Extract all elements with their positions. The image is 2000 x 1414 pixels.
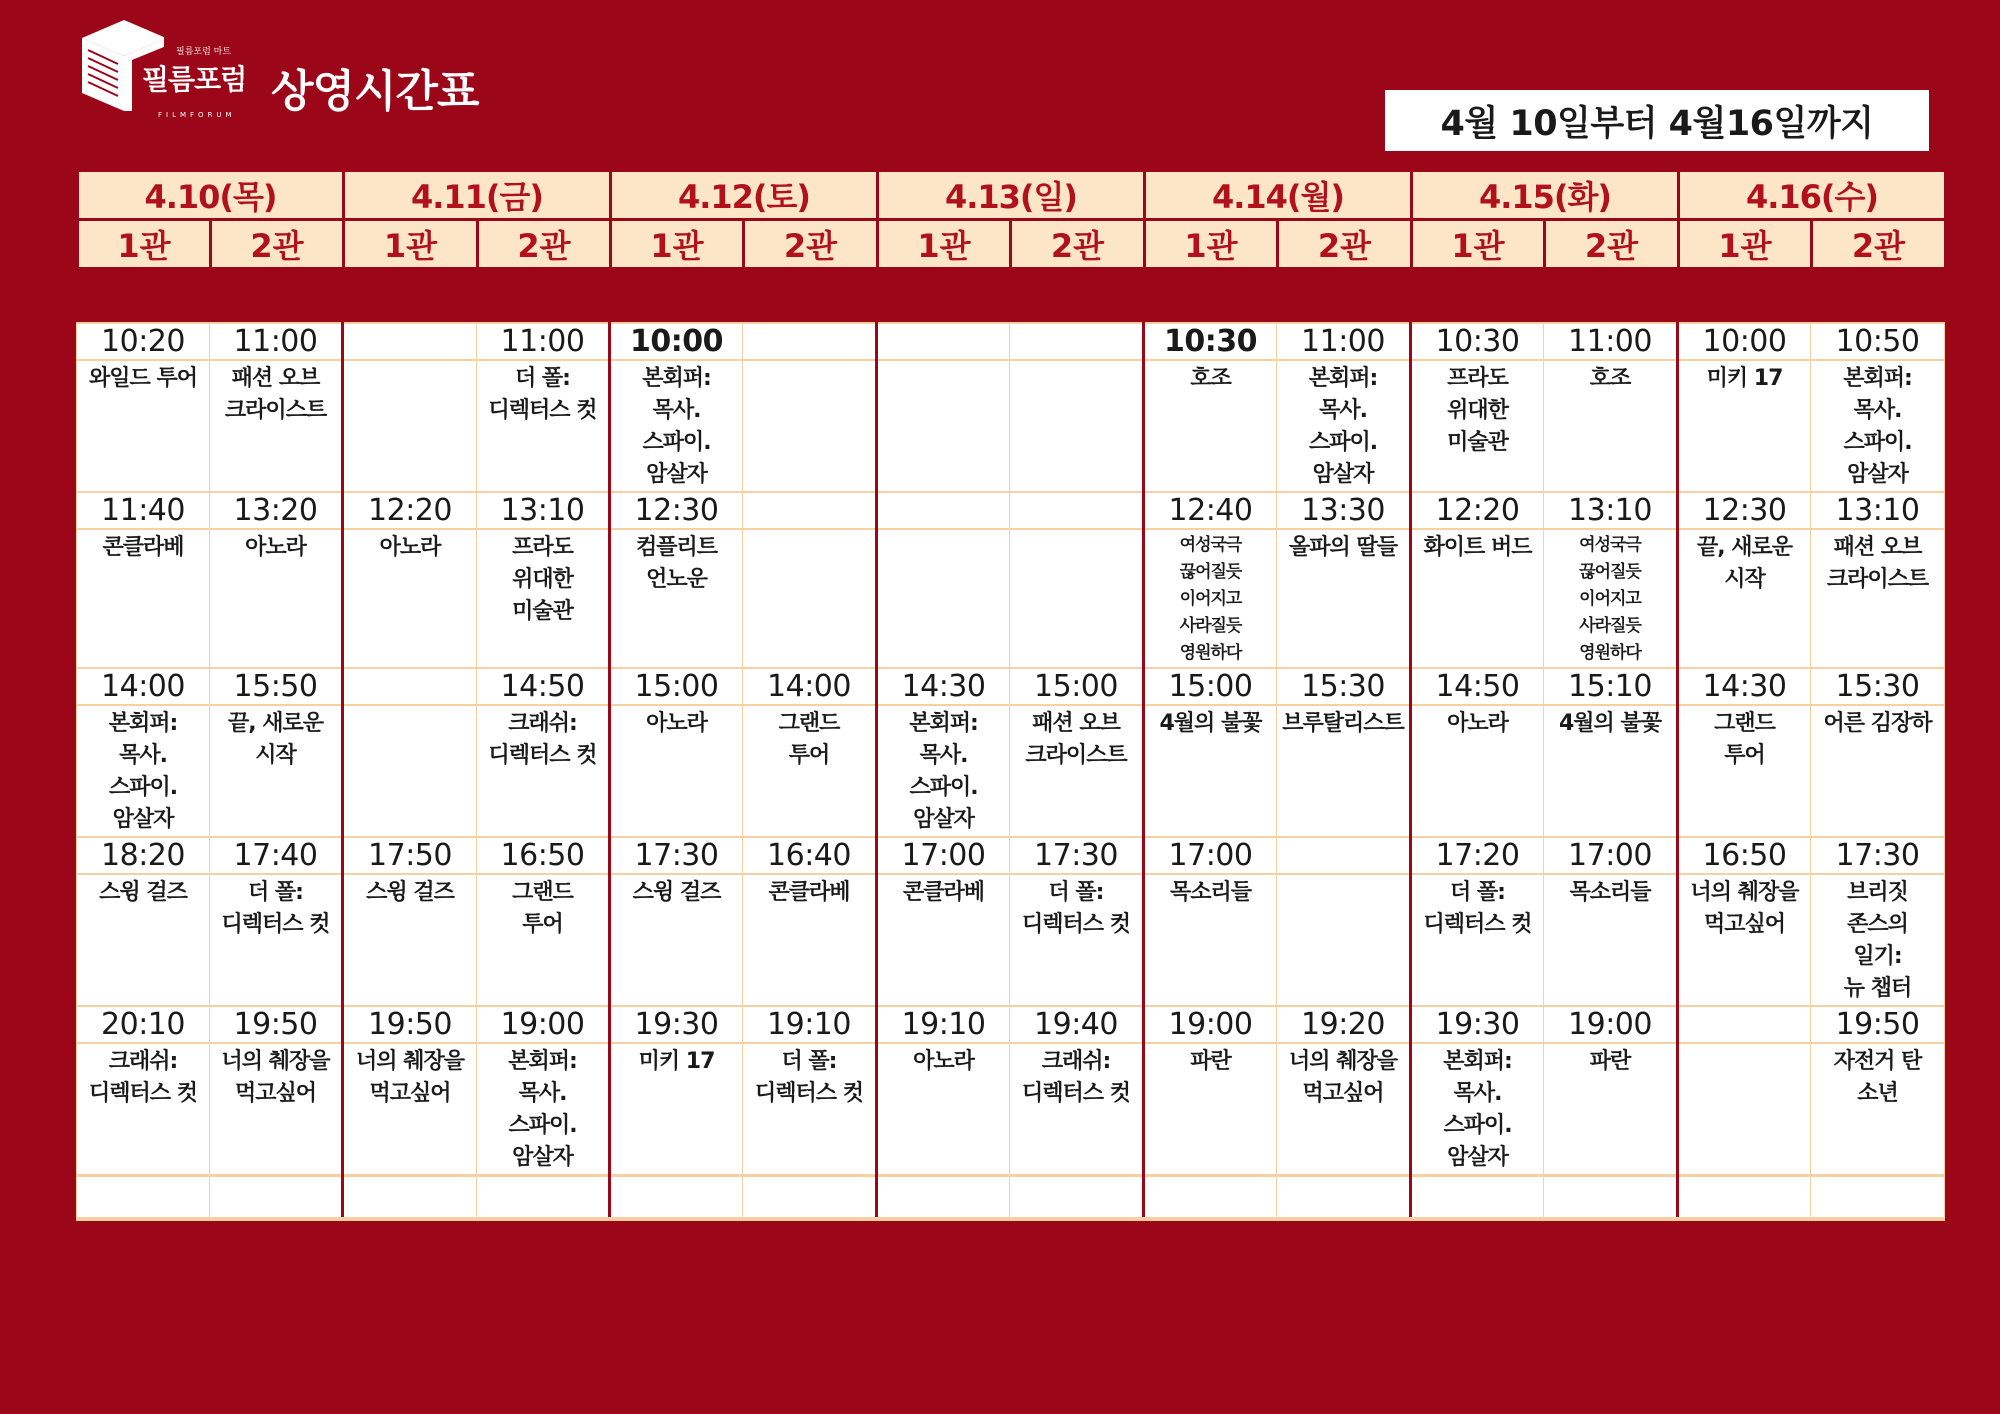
showtime-cell: 19:10 bbox=[877, 1006, 1010, 1043]
empty-cell bbox=[1010, 1176, 1144, 1220]
day-header-row bbox=[78, 171, 1946, 220]
showtime-cell: 17:30 bbox=[610, 837, 743, 874]
film-title-cell: 4월의 불꽃 bbox=[1544, 705, 1678, 837]
film-title-cell: 미키 17 bbox=[1678, 360, 1811, 492]
showtime-cell: 18:20 bbox=[77, 837, 210, 874]
film-title-cell: 본회퍼: 목사. 스파이. 암살자 bbox=[1411, 1043, 1544, 1176]
showtime-cell: 15:10 bbox=[1544, 668, 1678, 705]
film-title-cell: 끝, 새로운 시작 bbox=[1678, 529, 1811, 668]
hall-header: 2관 bbox=[1812, 220, 1946, 269]
showtime-cell bbox=[1678, 1006, 1811, 1043]
film-title-cell: 브리짓 존스의 일기: 뉴 챕터 bbox=[1811, 874, 1945, 1006]
film-title-cell: 아노라 bbox=[610, 705, 743, 837]
film-title-cell: 본회퍼: 목사. 스파이. 암살자 bbox=[1811, 360, 1945, 492]
showtime-cell: 13:20 bbox=[210, 492, 343, 529]
showtime-cell: 17:30 bbox=[1811, 837, 1945, 874]
showtime-cell: 17:00 bbox=[1544, 837, 1678, 874]
hall-header: 1관 bbox=[1412, 220, 1545, 269]
empty-cell bbox=[743, 1176, 877, 1220]
film-title-cell: 본회퍼: 목사. 스파이. 암살자 bbox=[77, 705, 210, 837]
film-title-cell: 본회퍼: 목사. 스파이. 암살자 bbox=[477, 1043, 610, 1176]
showtime-cell: 14:50 bbox=[1411, 668, 1544, 705]
film-title-cell: 와일드 투어 bbox=[77, 360, 210, 492]
film-title-cell: 미키 17 bbox=[610, 1043, 743, 1176]
showtime-cell: 19:00 bbox=[477, 1006, 610, 1043]
film-title-cell: 4월의 불꽃 bbox=[1144, 705, 1277, 837]
film-title-cell: 목소리들 bbox=[1144, 874, 1277, 1006]
showtime-cell: 11:00 bbox=[1277, 323, 1411, 360]
hall-header: 2관 bbox=[1011, 220, 1145, 269]
hall-header: 2관 bbox=[478, 220, 611, 269]
film-title-cell: 스윙 걸즈 bbox=[77, 874, 210, 1006]
film-title-cell: 더 폴: 디렉터스 컷 bbox=[477, 360, 610, 492]
film-title-cell bbox=[343, 705, 477, 837]
showtime-cell: 14:30 bbox=[1678, 668, 1811, 705]
showtime-cell: 15:00 bbox=[1010, 668, 1144, 705]
film-title-row bbox=[77, 874, 1945, 1006]
showtime-cell: 15:30 bbox=[1277, 668, 1411, 705]
film-title-cell bbox=[1678, 1043, 1811, 1176]
film-title-cell: 파란 bbox=[1144, 1043, 1277, 1176]
empty-row bbox=[77, 1176, 1945, 1220]
film-title-cell: 아노라 bbox=[210, 529, 343, 668]
day-header: 4.14(월) bbox=[1145, 171, 1412, 220]
showtime-cell: 19:40 bbox=[1010, 1006, 1144, 1043]
logo-text: 필름포럼 bbox=[142, 63, 247, 96]
showtime-row bbox=[77, 837, 1945, 874]
showtime-cell: 10:30 bbox=[1144, 323, 1277, 360]
showtime-cell: 20:10 bbox=[77, 1006, 210, 1043]
showtime-cell bbox=[743, 323, 877, 360]
film-title-cell: 더 폴: 디렉터스 컷 bbox=[743, 1043, 877, 1176]
film-title-cell: 그랜드 투어 bbox=[1678, 705, 1811, 837]
empty-cell bbox=[1277, 1176, 1411, 1220]
showtime-cell: 16:50 bbox=[477, 837, 610, 874]
showtime-cell bbox=[877, 323, 1010, 360]
showtime-cell: 10:00 bbox=[610, 323, 743, 360]
showtime-cell bbox=[1277, 837, 1411, 874]
film-title-cell: 패션 오브 크라이스트 bbox=[1010, 705, 1144, 837]
film-title-cell bbox=[877, 360, 1010, 492]
film-title-cell: 스윙 걸즈 bbox=[610, 874, 743, 1006]
showtime-cell: 19:50 bbox=[210, 1006, 343, 1043]
showtime-cell: 11:00 bbox=[477, 323, 610, 360]
film-title-cell: 패션 오브 크라이스트 bbox=[210, 360, 343, 492]
day-header: 4.10(목) bbox=[78, 171, 344, 220]
film-title-cell: 어른 김장하 bbox=[1811, 705, 1945, 837]
showtime-cell bbox=[1010, 323, 1144, 360]
page-title: 상영시간표 bbox=[271, 66, 479, 117]
film-title-cell: 여성국극 끊어질듯 이어지고 사라질듯 영원하다 bbox=[1544, 529, 1678, 668]
showtime-cell: 19:30 bbox=[610, 1006, 743, 1043]
showtime-cell: 16:40 bbox=[743, 837, 877, 874]
showtime-cell: 15:50 bbox=[210, 668, 343, 705]
showtime-cell: 12:20 bbox=[343, 492, 477, 529]
day-header: 4.11(금) bbox=[344, 171, 611, 220]
film-title-cell: 콘클라베 bbox=[877, 874, 1010, 1006]
showtime-cell bbox=[343, 668, 477, 705]
film-title-row bbox=[77, 705, 1945, 837]
film-title-cell: 여성국극 끊어질듯 이어지고 사라질듯 영원하다 bbox=[1144, 529, 1277, 668]
schedule-grid bbox=[76, 322, 1945, 1221]
empty-cell bbox=[343, 1176, 477, 1220]
showtime-cell: 10:30 bbox=[1411, 323, 1544, 360]
hall-header: 1관 bbox=[878, 220, 1011, 269]
film-title-cell: 크래쉬: 디렉터스 컷 bbox=[477, 705, 610, 837]
hall-header: 2관 bbox=[744, 220, 878, 269]
day-header: 4.13(일) bbox=[878, 171, 1145, 220]
film-title-cell: 올파의 딸들 bbox=[1277, 529, 1411, 668]
date-range-badge bbox=[1385, 90, 1929, 151]
film-title-cell: 크래쉬: 디렉터스 컷 bbox=[1010, 1043, 1144, 1176]
showtime-cell: 19:20 bbox=[1277, 1006, 1411, 1043]
showtime-cell: 11:00 bbox=[210, 323, 343, 360]
showtime-cell: 10:20 bbox=[77, 323, 210, 360]
showtime-cell: 12:30 bbox=[1678, 492, 1811, 529]
film-title-cell bbox=[1277, 874, 1411, 1006]
empty-cell bbox=[610, 1176, 743, 1220]
showtime-cell: 16:50 bbox=[1678, 837, 1811, 874]
empty-cell bbox=[1544, 1176, 1678, 1220]
showtime-cell: 19:50 bbox=[1811, 1006, 1945, 1043]
empty-cell bbox=[1144, 1176, 1277, 1220]
showtime-cell: 12:40 bbox=[1144, 492, 1277, 529]
hall-header: 1관 bbox=[1145, 220, 1278, 269]
film-title-cell: 더 폴: 디렉터스 컷 bbox=[1411, 874, 1544, 1006]
showtime-cell: 15:30 bbox=[1811, 668, 1945, 705]
film-title-cell: 너의 췌장을 먹고싶어 bbox=[343, 1043, 477, 1176]
film-title-cell: 화이트 버드 bbox=[1411, 529, 1544, 668]
film-title-cell: 패션 오브 크라이스트 bbox=[1811, 529, 1945, 668]
film-title-cell bbox=[743, 360, 877, 492]
showtime-cell: 15:00 bbox=[610, 668, 743, 705]
logo-subtitle-top: 필름포럼 마트 bbox=[176, 47, 232, 57]
empty-cell bbox=[1678, 1176, 1811, 1220]
film-title-cell: 더 폴: 디렉터스 컷 bbox=[210, 874, 343, 1006]
showtime-cell: 17:00 bbox=[877, 837, 1010, 874]
film-title-cell: 본회퍼: 목사. 스파이. 암살자 bbox=[877, 705, 1010, 837]
hall-header-row bbox=[78, 220, 1946, 269]
empty-cell bbox=[1411, 1176, 1544, 1220]
showtime-cell: 11:40 bbox=[77, 492, 210, 529]
hall-header: 2관 bbox=[1278, 220, 1412, 269]
film-title-cell: 크래쉬: 디렉터스 컷 bbox=[77, 1043, 210, 1176]
film-title-cell: 프라도 위대한 미술관 bbox=[1411, 360, 1544, 492]
day-header: 4.12(토) bbox=[611, 171, 878, 220]
film-title-cell: 스윙 걸즈 bbox=[343, 874, 477, 1006]
film-title-cell: 끝, 새로운 시작 bbox=[210, 705, 343, 837]
empty-cell bbox=[477, 1176, 610, 1220]
showtime-cell: 10:50 bbox=[1811, 323, 1945, 360]
empty-cell bbox=[877, 1176, 1010, 1220]
date-range-text: 4월 10일부터 4월16일까지 bbox=[1440, 103, 1874, 144]
film-title-cell: 콘클라베 bbox=[743, 874, 877, 1006]
hall-header: 1관 bbox=[344, 220, 478, 269]
film-title-row bbox=[77, 529, 1945, 668]
showtime-cell: 10:00 bbox=[1678, 323, 1811, 360]
film-title-cell: 너의 췌장을 먹고싶어 bbox=[1277, 1043, 1411, 1176]
showtime-cell: 17:20 bbox=[1411, 837, 1544, 874]
film-title-row bbox=[77, 360, 1945, 492]
film-title-cell bbox=[343, 360, 477, 492]
showtime-cell: 19:00 bbox=[1144, 1006, 1277, 1043]
schedule-header bbox=[76, 169, 1947, 270]
showtime-cell: 12:30 bbox=[610, 492, 743, 529]
showtime-cell: 14:30 bbox=[877, 668, 1010, 705]
hall-header: 1관 bbox=[1679, 220, 1812, 269]
showtime-cell: 11:00 bbox=[1544, 323, 1678, 360]
film-title-cell: 아노라 bbox=[1411, 705, 1544, 837]
film-title-cell: 파란 bbox=[1544, 1043, 1678, 1176]
showtime-cell: 14:00 bbox=[743, 668, 877, 705]
film-title-cell: 본회퍼: 목사. 스파이. 암살자 bbox=[1277, 360, 1411, 492]
showtime-cell: 15:00 bbox=[1144, 668, 1277, 705]
empty-cell bbox=[1811, 1176, 1945, 1220]
brand-logo bbox=[74, 16, 249, 128]
showtime-cell: 19:00 bbox=[1544, 1006, 1678, 1043]
showtime-cell: 13:10 bbox=[477, 492, 610, 529]
showtime-cell bbox=[877, 492, 1010, 529]
showtime-cell bbox=[343, 323, 477, 360]
film-title-cell: 너의 췌장을 먹고싶어 bbox=[210, 1043, 343, 1176]
day-header: 4.16(수) bbox=[1679, 171, 1946, 220]
showtime-cell: 13:10 bbox=[1811, 492, 1945, 529]
hall-header: 2관 bbox=[211, 220, 344, 269]
showtime-cell: 19:30 bbox=[1411, 1006, 1544, 1043]
showtime-cell: 17:30 bbox=[1010, 837, 1144, 874]
showtime-cell: 19:50 bbox=[343, 1006, 477, 1043]
showtime-cell bbox=[1010, 492, 1144, 529]
film-title-cell: 호조 bbox=[1144, 360, 1277, 492]
film-title-cell bbox=[877, 529, 1010, 668]
film-title-cell: 목소리들 bbox=[1544, 874, 1678, 1006]
film-title-cell: 그랜드 투어 bbox=[477, 874, 610, 1006]
showtime-cell: 13:30 bbox=[1277, 492, 1411, 529]
hall-header: 2관 bbox=[1545, 220, 1679, 269]
showtime-row bbox=[77, 1006, 1945, 1043]
showtime-cell: 14:50 bbox=[477, 668, 610, 705]
showtime-cell: 17:50 bbox=[343, 837, 477, 874]
film-title-cell: 그랜드 투어 bbox=[743, 705, 877, 837]
film-title-cell: 프라도 위대한 미술관 bbox=[477, 529, 610, 668]
hall-header: 1관 bbox=[78, 220, 211, 269]
film-title-row bbox=[77, 1043, 1945, 1176]
empty-cell bbox=[210, 1176, 343, 1220]
film-title-cell: 너의 췌장을 먹고싶어 bbox=[1678, 874, 1811, 1006]
hall-header: 1관 bbox=[611, 220, 744, 269]
showtime-row bbox=[77, 668, 1945, 705]
film-title-cell: 호조 bbox=[1544, 360, 1678, 492]
showtime-cell: 17:00 bbox=[1144, 837, 1277, 874]
film-title-cell: 아노라 bbox=[343, 529, 477, 668]
logo-subtitle-bottom: FILMFORUM bbox=[158, 111, 236, 119]
showtime-cell: 13:10 bbox=[1544, 492, 1678, 529]
film-title-cell bbox=[1010, 529, 1144, 668]
film-title-cell bbox=[1010, 360, 1144, 492]
empty-cell bbox=[77, 1176, 210, 1220]
showtime-row bbox=[77, 492, 1945, 529]
film-title-cell: 본회퍼: 목사. 스파이. 암살자 bbox=[610, 360, 743, 492]
film-title-cell: 콘클라베 bbox=[77, 529, 210, 668]
showtime-cell: 17:40 bbox=[210, 837, 343, 874]
film-title-cell bbox=[743, 529, 877, 668]
day-header: 4.15(화) bbox=[1412, 171, 1679, 220]
showtime-cell: 12:20 bbox=[1411, 492, 1544, 529]
showtime-cell bbox=[743, 492, 877, 529]
film-title-cell: 아노라 bbox=[877, 1043, 1010, 1176]
film-title-cell: 컴플리트 언노운 bbox=[610, 529, 743, 668]
film-title-cell: 자전거 탄 소년 bbox=[1811, 1043, 1945, 1176]
showtime-row bbox=[77, 323, 1945, 360]
film-title-cell: 더 폴: 디렉터스 컷 bbox=[1010, 874, 1144, 1006]
showtime-cell: 19:10 bbox=[743, 1006, 877, 1043]
showtime-cell: 14:00 bbox=[77, 668, 210, 705]
film-title-cell: 브루탈리스트 bbox=[1277, 705, 1411, 837]
